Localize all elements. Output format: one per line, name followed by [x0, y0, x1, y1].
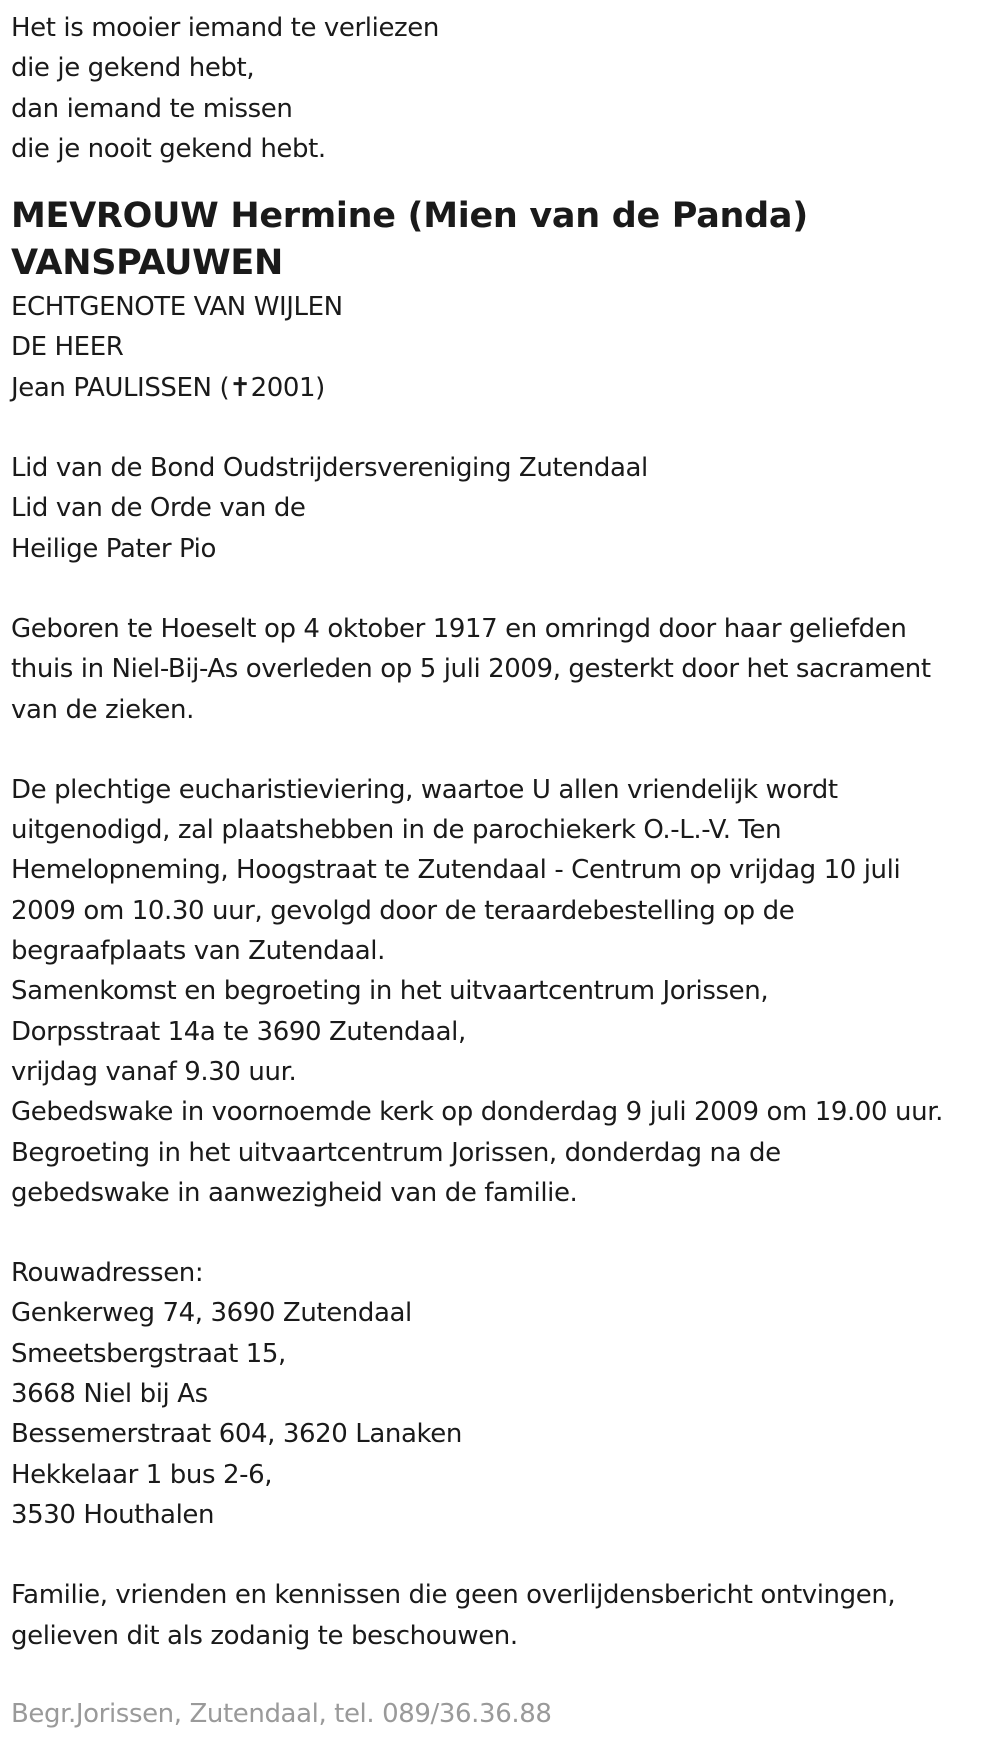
- ceremony-line: Dorpsstraat 14a te 3690 Zutendaal,: [11, 1016, 466, 1047]
- deceased-surname: VANSPAUWEN: [11, 243, 283, 284]
- address-line: 3668 Niel bij As: [11, 1379, 208, 1410]
- ceremony-line: vrijdag vanaf 9.30 uur.: [11, 1056, 297, 1087]
- spouse-block: [11, 287, 996, 408]
- membership-line: Lid van de Orde van de: [11, 493, 306, 524]
- membership-line: Lid van de Bond Oudstrijdersvereniging Zutendaal: [11, 453, 648, 484]
- birth-death-block: [11, 609, 996, 730]
- addresses-heading: Rouwadressen:: [11, 1258, 204, 1289]
- ceremony-line: Samenkomst en begroeting in het uitvaartcentrum Jorissen,: [11, 976, 769, 1007]
- spouse-line: Jean PAULISSEN (✝2001): [11, 372, 325, 403]
- closing-line: gelieven dit als zodanig te beschouwen.: [11, 1620, 518, 1651]
- funeral-home-footer: Begr.Jorissen, Zutendaal, tel. 089/36.36.88: [11, 1698, 552, 1729]
- ceremony-line: uitgenodigd, zal plaatshebben in de parochiekerk O.-L.-V. Ten: [11, 815, 782, 846]
- ceremony-line: De plechtige eucharistieviering, waartoe U allen vriendelijk wordt: [11, 774, 838, 805]
- ceremony-line: 2009 om 10.30 uur, gevolgd door de teraardebestelling op de: [11, 895, 795, 926]
- ceremony-line: gebedswake in aanwezigheid van de familie.: [11, 1177, 578, 1208]
- obituary-notice: [11, 8, 996, 1734]
- membership-line: Heilige Pater Pio: [11, 533, 217, 564]
- memberships-block: [11, 448, 996, 569]
- poem-line: die je nooit gekend hebt.: [11, 133, 326, 164]
- birth-death-line: thuis in Niel-Bij-As overleden op 5 juli 2009, gesterkt door het sacrament: [11, 654, 931, 685]
- deceased-name-line: MEVROUW Hermine (Mien van de Panda): [11, 196, 808, 237]
- address-line: Hekkelaar 1 bus 2-6,: [11, 1459, 273, 1490]
- closing-block: [11, 1575, 996, 1656]
- address-line: Bessemerstraat 604, 3620 Lanaken: [11, 1419, 462, 1450]
- address-line: Smeetsbergstraat 15,: [11, 1338, 286, 1369]
- ceremony-line: Begroeting in het uitvaartcentrum Jorissen, donderdag na de: [11, 1137, 781, 1168]
- poem-line: dan iemand te missen: [11, 93, 293, 124]
- address-line: 3530 Houthalen: [11, 1499, 215, 1530]
- ceremony-line: Gebedswake in voornoemde kerk op donderdag 9 juli 2009 om 19.00 uur.: [11, 1097, 943, 1128]
- birth-death-line: Geboren te Hoeselt op 4 oktober 1917 en omringd door haar geliefden: [11, 613, 907, 644]
- address-line: Genkerweg 74, 3690 Zutendaal: [11, 1298, 412, 1329]
- deceased-name-heading: [11, 193, 996, 287]
- spouse-line: DE HEER: [11, 332, 124, 363]
- ceremony-block: [11, 770, 996, 1213]
- closing-line: Familie, vrienden en kennissen die geen overlijdensbericht ontvingen,: [11, 1580, 896, 1611]
- ceremony-line: begraafplaats van Zutendaal.: [11, 936, 385, 967]
- poem-line: die je gekend hebt,: [11, 53, 255, 84]
- poem-line: Het is mooier iemand te verliezen: [11, 13, 439, 43]
- spouse-line: ECHTGENOTE VAN WIJLEN: [11, 292, 343, 323]
- poem-block: [11, 8, 996, 169]
- birth-death-line: van de zieken.: [11, 694, 194, 725]
- addresses-block: [11, 1253, 996, 1535]
- ceremony-line: Hemelopneming, Hoogstraat te Zutendaal - Centrum op vrijdag 10 juli: [11, 855, 901, 886]
